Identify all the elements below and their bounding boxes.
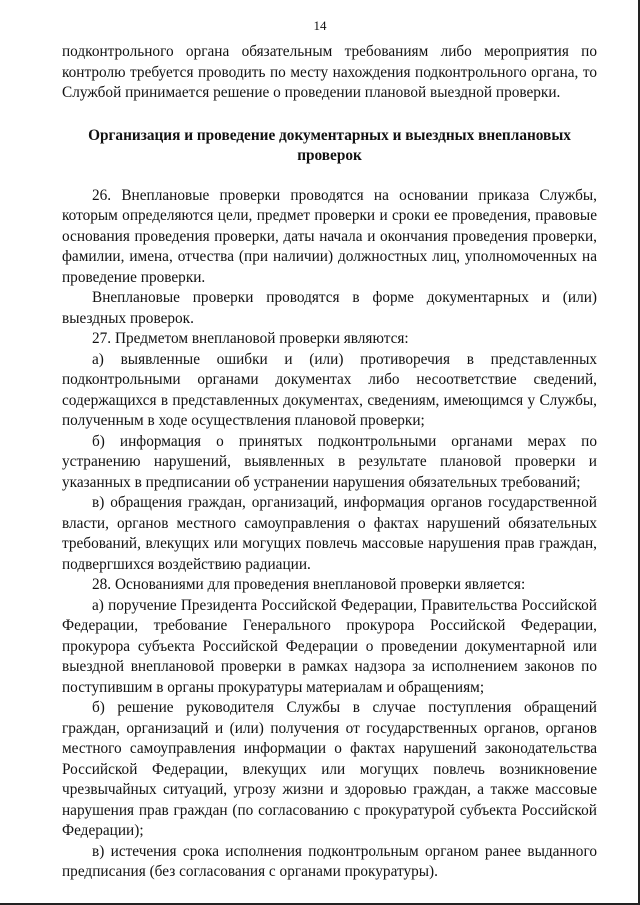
paragraph-27: 27. Предметом внеплановой проверки являются: [92,330,409,347]
page-number: 14 [313,18,327,33]
paragraph-27-a: а) выявленные ошибки и (или) противоречия в представленных подконтрольными органами документах либо несоответствие сведений, содержащихся в представленных документах, сведениям, имеющимся у Службы, полученным в ходе осуществления плановой проверки; [62,350,597,429]
paragraph-27-v: в) обращения граждан, организаций, информация органов государственной власти, органов местного самоуправления о фактах нарушений обязательных требований, влекущих или могущих повлечь массовые нарушения прав граждан, подвергшихся воздействию радиации. [62,494,597,573]
paragraph-28: 28. Основаниями для проведения внеплановой проверки является: [92,576,526,593]
paragraph-26-forms: Внеплановые проверки проводятся в форме документарных и (или) выездных проверок. [62,289,597,327]
paragraph-28-a: а) поручение Президента Российской Федерации, Правительства Российской Федерации, требование Генерального прокурора Российской Федерации, прокурора субъекта Российской Федерации о проведении документарной или выездной внеплановой проверки в рамках надзора за исполнением законов по поступившим в органы прокуратуры материалам и обращениям; [62,596,597,696]
paragraph-28-b: б) решение руководителя Службы в случае поступления обращений граждан, организаций и (или) получения от государственных органов, органов местного самоуправления информации о фактах нарушений законодательства Российской Федерации, влекущих или могущих повлечь возникновение чрезвычайных ситуаций, угрозу жизни и здоровью граждан, а также массовые нарушения прав граждан (по согласованию с прокуратурой субъекта Российской Федерации); [62,699,597,839]
document-body [62,42,597,883]
paragraph-28-v: в) истечения срока исполнения подконтрольным органом ранее выданного предписания (без согласования с органами прокуратуры). [62,842,597,880]
paragraph-26: 26. Внеплановые проверки проводятся на основании приказа Службы, которым определяются цели, предмет проверки и сроки ее проведения, правовые основания проведения проверки, даты начала и окончания проведения проверки, фамилии, имена, отчества (при наличии) должностных лиц, уполномоченных на проведение проверки. [62,186,597,286]
section-heading: Организация и проведение документарных и выездных внеплановых проверок [88,126,571,164]
paragraph-27-b: б) информация о принятых подконтрольными органами мерах по устранению нарушений, выявленных в результате плановой проверки и указанных в предписании об устранении нарушения обязательных требований; [62,432,597,491]
paragraph-continuation: подконтрольного органа обязательным требованиям либо мероприятия по контролю требуется проводить по месту нахождения подконтрольного органа, то Службой принимается решение о проведении плановой выездной проверки. [62,43,597,101]
